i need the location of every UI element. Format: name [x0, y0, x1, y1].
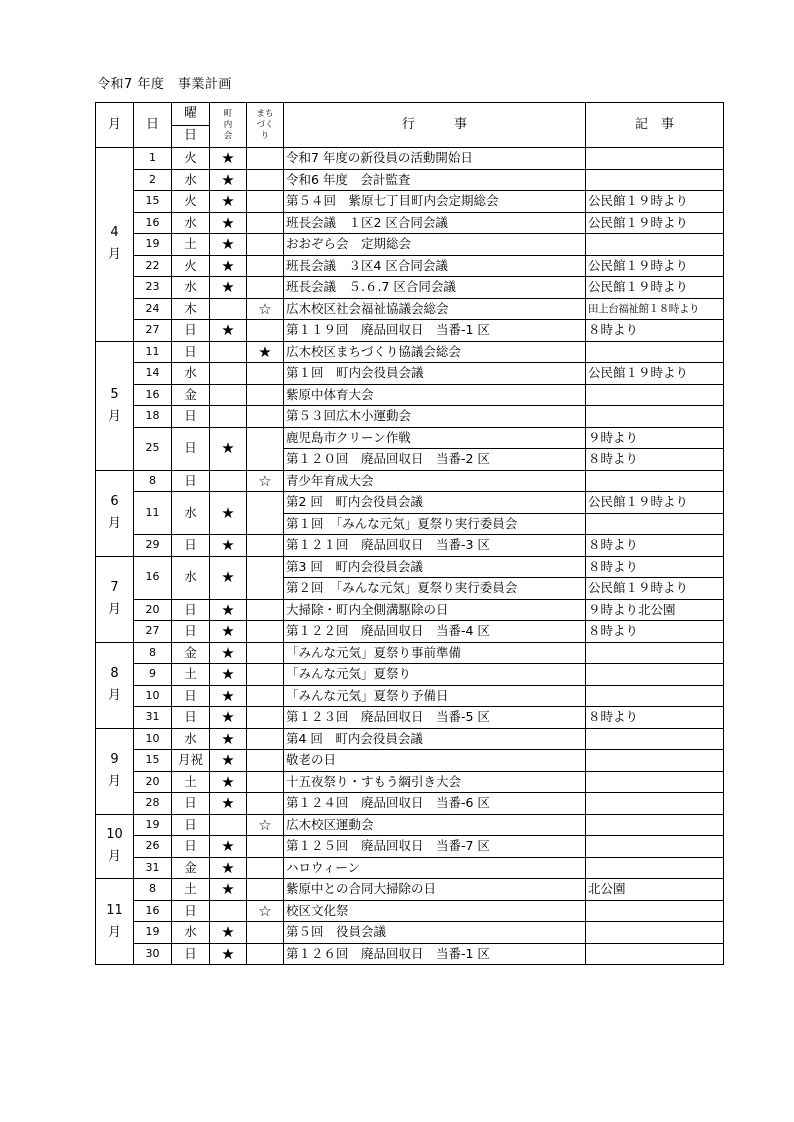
event-cell: 広木校区社会福祉協議会総会	[284, 298, 586, 320]
day-cell: 16	[134, 556, 172, 599]
chonaikai-star-cell: ★	[210, 642, 247, 664]
machizukuri-star-cell: ☆	[247, 900, 284, 922]
machizukuri-star-cell	[247, 169, 284, 191]
event-cell: 校区文化祭	[284, 900, 586, 922]
day-cell: 25	[134, 427, 172, 470]
machizukuri-star-cell	[247, 685, 284, 707]
machizukuri-star-cell	[247, 836, 284, 858]
day-cell: 31	[134, 857, 172, 879]
month-number: 10	[106, 827, 123, 843]
chonaikai-star-cell	[210, 406, 247, 428]
event-cell: おおぞら会 定期総会	[284, 234, 586, 256]
note-cell: ９時より北公園	[586, 599, 724, 621]
schedule-row	[96, 943, 724, 965]
schedule-row	[96, 492, 724, 514]
machizukuri-star-cell: ☆	[247, 298, 284, 320]
note-cell: ８時より	[586, 320, 724, 342]
day-cell: 20	[134, 599, 172, 621]
note-cell	[586, 148, 724, 170]
schedule-row	[96, 556, 724, 578]
weekday-cell: 日	[172, 836, 210, 858]
day-cell: 16	[134, 212, 172, 234]
schedule-row	[96, 707, 724, 729]
chonaikai-star-cell: ★	[210, 857, 247, 879]
weekday-cell: 日	[172, 685, 210, 707]
note-cell	[586, 836, 724, 858]
note-cell	[586, 900, 724, 922]
event-cell: 広木校区運動会	[284, 814, 586, 836]
schedule-row	[96, 621, 724, 643]
header-machizukuri	[247, 103, 284, 148]
weekday-cell: 土	[172, 234, 210, 256]
day-cell: 8	[134, 470, 172, 492]
schedule-row	[96, 664, 724, 686]
note-cell	[586, 943, 724, 965]
event-cell: 紫原中体育大会	[284, 384, 586, 406]
schedule-row	[96, 771, 724, 793]
month-unit: 月	[107, 602, 121, 617]
chonaikai-star-cell: ★	[210, 277, 247, 299]
month-number: 8	[110, 666, 119, 681]
weekday-cell: 水	[172, 363, 210, 385]
month-unit: 月	[107, 849, 121, 865]
event-cell: ハロウィーン	[284, 857, 586, 879]
machizukuri-star-cell	[247, 492, 284, 535]
event-cell: 紫原中との合同大掃除の日	[284, 879, 586, 901]
machizukuri-star-cell	[247, 664, 284, 686]
day-cell: 27	[134, 320, 172, 342]
event-cell: 第５３回広木小運動会	[284, 406, 586, 428]
note-cell	[586, 793, 724, 815]
chonaikai-star-cell	[210, 341, 247, 363]
day-cell: 9	[134, 664, 172, 686]
schedule-row	[96, 793, 724, 815]
month-cell	[96, 879, 134, 965]
event-cell: 第3 回 町内会役員会議	[284, 556, 586, 578]
note-cell	[586, 169, 724, 191]
chonaikai-star-cell: ★	[210, 922, 247, 944]
machizukuri-star-cell	[247, 556, 284, 599]
month-unit: 月	[107, 247, 121, 263]
machizukuri-star-cell	[247, 535, 284, 557]
month-number: 4	[110, 225, 119, 241]
note-cell	[586, 470, 724, 492]
weekday-cell: 金	[172, 857, 210, 879]
machizukuri-star-cell	[247, 879, 284, 901]
weekday-cell: 木	[172, 298, 210, 320]
note-cell: 公民館１９時より	[586, 578, 724, 600]
weekday-cell: 火	[172, 191, 210, 213]
chonaikai-star-cell: ★	[210, 234, 247, 256]
event-cell: 敬老の日	[284, 750, 586, 772]
event-cell: 第１回 「みんな元気」夏祭り実行委員会	[284, 513, 586, 535]
schedule-row	[96, 685, 724, 707]
chonaikai-star-cell: ★	[210, 836, 247, 858]
chonaikai-star-cell: ★	[210, 771, 247, 793]
chonaikai-star-cell	[210, 900, 247, 922]
weekday-cell: 日	[172, 470, 210, 492]
month-cell	[96, 148, 134, 342]
note-cell	[586, 406, 724, 428]
note-cell	[586, 771, 724, 793]
event-cell: 第4 回 町内会役員会議	[284, 728, 586, 750]
day-cell: 16	[134, 384, 172, 406]
event-cell: 「みんな元気」夏祭り予備日	[284, 685, 586, 707]
day-cell: 19	[134, 814, 172, 836]
note-cell	[586, 857, 724, 879]
weekday-cell: 日	[172, 320, 210, 342]
machizukuri-star-cell	[247, 427, 284, 470]
weekday-cell: 水	[172, 556, 210, 599]
weekday-cell: 水	[172, 277, 210, 299]
day-cell: 27	[134, 621, 172, 643]
schedule-row	[96, 363, 724, 385]
schedule-row	[96, 900, 724, 922]
note-cell: 公民館１９時より	[586, 191, 724, 213]
header-machizukuri-part: まち	[256, 108, 274, 119]
schedule-row	[96, 255, 724, 277]
schedule-row	[96, 922, 724, 944]
chonaikai-star-cell	[210, 470, 247, 492]
chonaikai-star-cell: ★	[210, 427, 247, 470]
machizukuri-star-cell	[247, 212, 284, 234]
machizukuri-star-cell	[247, 234, 284, 256]
day-cell: 11	[134, 492, 172, 535]
event-cell: 第１２５回 廃品回収日 当番-7 区	[284, 836, 586, 858]
chonaikai-star-cell: ★	[210, 664, 247, 686]
month-cell	[96, 341, 134, 470]
chonaikai-star-cell: ★	[210, 879, 247, 901]
day-cell: 10	[134, 728, 172, 750]
machizukuri-star-cell	[247, 191, 284, 213]
machizukuri-star-cell: ★	[247, 341, 284, 363]
weekday-cell: 火	[172, 148, 210, 170]
machizukuri-star-cell	[247, 406, 284, 428]
day-cell: 30	[134, 943, 172, 965]
schedule-row	[96, 320, 724, 342]
schedule-row	[96, 341, 724, 363]
weekday-cell: 水	[172, 169, 210, 191]
weekday-cell: 土	[172, 771, 210, 793]
day-cell: 24	[134, 298, 172, 320]
event-cell: 第１２０回 廃品回収日 当番-2 区	[284, 449, 586, 471]
event-cell: 第１２４回 廃品回収日 当番-6 区	[284, 793, 586, 815]
day-cell: 8	[134, 642, 172, 664]
schedule-row	[96, 599, 724, 621]
month-number: 7	[110, 580, 119, 595]
month-unit: 月	[107, 408, 121, 424]
chonaikai-star-cell: ★	[210, 255, 247, 277]
note-cell	[586, 922, 724, 944]
schedule-row	[96, 212, 724, 234]
machizukuri-star-cell: ☆	[247, 814, 284, 836]
day-cell: 15	[134, 750, 172, 772]
note-cell: ８時より	[586, 449, 724, 471]
chonaikai-star-cell: ★	[210, 685, 247, 707]
weekday-cell: 日	[172, 707, 210, 729]
event-cell: 鹿児島市クリーン作戦	[284, 427, 586, 449]
note-cell: ８時より	[586, 621, 724, 643]
header-weekday-top: 曜	[172, 103, 210, 126]
month-cell	[96, 728, 134, 814]
weekday-cell: 月祝	[172, 750, 210, 772]
machizukuri-star-cell	[247, 384, 284, 406]
chonaikai-star-cell: ★	[210, 793, 247, 815]
weekday-cell: 土	[172, 664, 210, 686]
weekday-cell: 日	[172, 406, 210, 428]
note-cell: 公民館１９時より	[586, 212, 724, 234]
header-chonaikai-char: 町	[223, 108, 233, 119]
chonaikai-star-cell: ★	[210, 535, 247, 557]
month-number: 6	[110, 494, 119, 509]
weekday-cell: 日	[172, 427, 210, 470]
weekday-cell: 日	[172, 535, 210, 557]
schedule-row	[96, 406, 724, 428]
month-unit: 月	[107, 924, 121, 940]
schedule-row	[96, 234, 724, 256]
event-cell: 第２回 「みんな元気」夏祭り実行委員会	[284, 578, 586, 600]
machizukuri-star-cell	[247, 642, 284, 664]
event-cell: 第５回 役員会議	[284, 922, 586, 944]
event-cell: 第１２３回 廃品回収日 当番-5 区	[284, 707, 586, 729]
header-event: 行 事	[284, 103, 586, 148]
day-cell: 20	[134, 771, 172, 793]
day-cell: 31	[134, 707, 172, 729]
machizukuri-star-cell	[247, 857, 284, 879]
note-cell	[586, 685, 724, 707]
weekday-cell: 日	[172, 621, 210, 643]
day-cell: 18	[134, 406, 172, 428]
month-cell	[96, 814, 134, 879]
schedule-table	[95, 102, 724, 965]
event-cell: 十五夜祭り・すもう綱引き大会	[284, 771, 586, 793]
weekday-cell: 日	[172, 814, 210, 836]
weekday-cell: 日	[172, 900, 210, 922]
day-cell: 10	[134, 685, 172, 707]
event-cell: 令和7 年度の新役員の活動開始日	[284, 148, 586, 170]
schedule-row	[96, 384, 724, 406]
chonaikai-star-cell	[210, 298, 247, 320]
chonaikai-star-cell: ★	[210, 320, 247, 342]
note-cell: ８時より	[586, 707, 724, 729]
chonaikai-star-cell: ★	[210, 621, 247, 643]
chonaikai-star-cell: ★	[210, 556, 247, 599]
day-cell: 19	[134, 234, 172, 256]
note-cell	[586, 341, 724, 363]
chonaikai-star-cell: ★	[210, 599, 247, 621]
event-cell: 「みんな元気」夏祭り	[284, 664, 586, 686]
chonaikai-star-cell	[210, 384, 247, 406]
chonaikai-star-cell	[210, 814, 247, 836]
weekday-cell: 水	[172, 492, 210, 535]
schedule-row	[96, 535, 724, 557]
event-cell: 班長会議 １区2 区合同会議	[284, 212, 586, 234]
weekday-cell: 金	[172, 642, 210, 664]
schedule-row	[96, 470, 724, 492]
machizukuri-star-cell	[247, 148, 284, 170]
event-cell: 第１２２回 廃品回収日 当番-4 区	[284, 621, 586, 643]
machizukuri-star-cell	[247, 599, 284, 621]
schedule-row	[96, 642, 724, 664]
note-cell: ８時より	[586, 535, 724, 557]
event-cell: 「みんな元気」夏祭り事前準備	[284, 642, 586, 664]
note-cell: 公民館１９時より	[586, 363, 724, 385]
chonaikai-star-cell	[210, 363, 247, 385]
chonaikai-star-cell: ★	[210, 492, 247, 535]
chonaikai-star-cell: ★	[210, 169, 247, 191]
note-cell	[586, 384, 724, 406]
schedule-row	[96, 298, 724, 320]
header-weekday-bottom: 日	[172, 125, 210, 148]
day-cell: 19	[134, 922, 172, 944]
machizukuri-star-cell	[247, 320, 284, 342]
machizukuri-star-cell	[247, 728, 284, 750]
event-cell: 青少年育成大会	[284, 470, 586, 492]
machizukuri-star-cell	[247, 793, 284, 815]
weekday-cell: 日	[172, 943, 210, 965]
weekday-cell: 金	[172, 384, 210, 406]
event-cell: 第１２１回 廃品回収日 当番-3 区	[284, 535, 586, 557]
schedule-row	[96, 148, 724, 170]
note-cell	[586, 750, 724, 772]
schedule-row	[96, 169, 724, 191]
month-cell	[96, 642, 134, 728]
event-cell: 広木校区まちづくり協議会総会	[284, 341, 586, 363]
day-cell: 16	[134, 900, 172, 922]
weekday-cell: 水	[172, 728, 210, 750]
schedule-row	[96, 750, 724, 772]
day-cell: 14	[134, 363, 172, 385]
weekday-cell: 土	[172, 879, 210, 901]
document-title: 令和7 年度 事業計画	[97, 77, 232, 92]
schedule-row	[96, 836, 724, 858]
schedule-row	[96, 879, 724, 901]
schedule-row	[96, 728, 724, 750]
note-cell: 公民館１９時より	[586, 277, 724, 299]
note-cell: ９時より	[586, 427, 724, 449]
event-cell: 班長会議 ３区4 区合同会議	[284, 255, 586, 277]
event-cell: 大掃除・町内全側溝駆除の日	[284, 599, 586, 621]
note-cell: 田上台福祉館１８時より	[586, 298, 724, 320]
weekday-cell: 日	[172, 599, 210, 621]
header-chonaikai-char: 会	[223, 130, 233, 141]
weekday-cell: 日	[172, 793, 210, 815]
note-cell	[586, 814, 724, 836]
schedule-row	[96, 814, 724, 836]
note-cell: ８時より	[586, 556, 724, 578]
machizukuri-star-cell	[247, 363, 284, 385]
note-cell: 北公園	[586, 879, 724, 901]
machizukuri-star-cell: ☆	[247, 470, 284, 492]
chonaikai-star-cell: ★	[210, 148, 247, 170]
machizukuri-star-cell	[247, 277, 284, 299]
header-machizukuri-part: づく	[256, 119, 274, 130]
month-unit: 月	[107, 688, 121, 703]
machizukuri-star-cell	[247, 621, 284, 643]
machizukuri-star-cell	[247, 750, 284, 772]
day-cell: 11	[134, 341, 172, 363]
event-cell: 第５４回 紫原七丁目町内会定期総会	[284, 191, 586, 213]
header-month: 月	[96, 103, 134, 148]
day-cell: 8	[134, 879, 172, 901]
machizukuri-star-cell	[247, 255, 284, 277]
note-cell	[586, 728, 724, 750]
header-chonaikai-char: 内	[223, 119, 233, 130]
note-cell	[586, 642, 724, 664]
month-unit: 月	[107, 774, 121, 789]
machizukuri-star-cell	[247, 707, 284, 729]
weekday-cell: 水	[172, 212, 210, 234]
event-cell: 第１１９回 廃品回収日 当番-1 区	[284, 320, 586, 342]
day-cell: 1	[134, 148, 172, 170]
event-cell: 令和6 年度 会計監査	[284, 169, 586, 191]
header-chonaikai	[210, 103, 247, 148]
chonaikai-star-cell: ★	[210, 212, 247, 234]
event-cell: 班長会議 ５.６.7 区合同会議	[284, 277, 586, 299]
schedule-row	[96, 857, 724, 879]
day-cell: 28	[134, 793, 172, 815]
day-cell: 23	[134, 277, 172, 299]
event-cell: 第2 回 町内会役員会議	[284, 492, 586, 514]
day-cell: 2	[134, 169, 172, 191]
header-note: 記 事	[586, 103, 724, 148]
schedule-row	[96, 427, 724, 449]
day-cell: 22	[134, 255, 172, 277]
month-unit: 月	[107, 516, 121, 531]
event-cell: 第１回 町内会役員会議	[284, 363, 586, 385]
weekday-cell: 水	[172, 922, 210, 944]
chonaikai-star-cell: ★	[210, 191, 247, 213]
note-cell: 公民館１９時より	[586, 255, 724, 277]
month-number: 11	[106, 902, 123, 918]
month-number: 5	[110, 386, 119, 402]
note-cell	[586, 513, 724, 535]
day-cell: 26	[134, 836, 172, 858]
note-cell	[586, 234, 724, 256]
note-cell: 公民館１９時より	[586, 492, 724, 514]
schedule-row	[96, 277, 724, 299]
chonaikai-star-cell: ★	[210, 750, 247, 772]
machizukuri-star-cell	[247, 922, 284, 944]
machizukuri-star-cell	[247, 943, 284, 965]
month-cell	[96, 556, 134, 642]
month-cell	[96, 470, 134, 556]
chonaikai-star-cell: ★	[210, 943, 247, 965]
header-machizukuri-part: り	[260, 130, 270, 141]
day-cell: 29	[134, 535, 172, 557]
schedule-row	[96, 191, 724, 213]
month-number: 9	[110, 752, 119, 767]
chonaikai-star-cell: ★	[210, 728, 247, 750]
note-cell	[586, 664, 724, 686]
weekday-cell: 日	[172, 341, 210, 363]
event-cell: 第１２６回 廃品回収日 当番-1 区	[284, 943, 586, 965]
day-cell: 15	[134, 191, 172, 213]
header-day: 日	[134, 103, 172, 148]
chonaikai-star-cell: ★	[210, 707, 247, 729]
weekday-cell: 火	[172, 255, 210, 277]
machizukuri-star-cell	[247, 771, 284, 793]
